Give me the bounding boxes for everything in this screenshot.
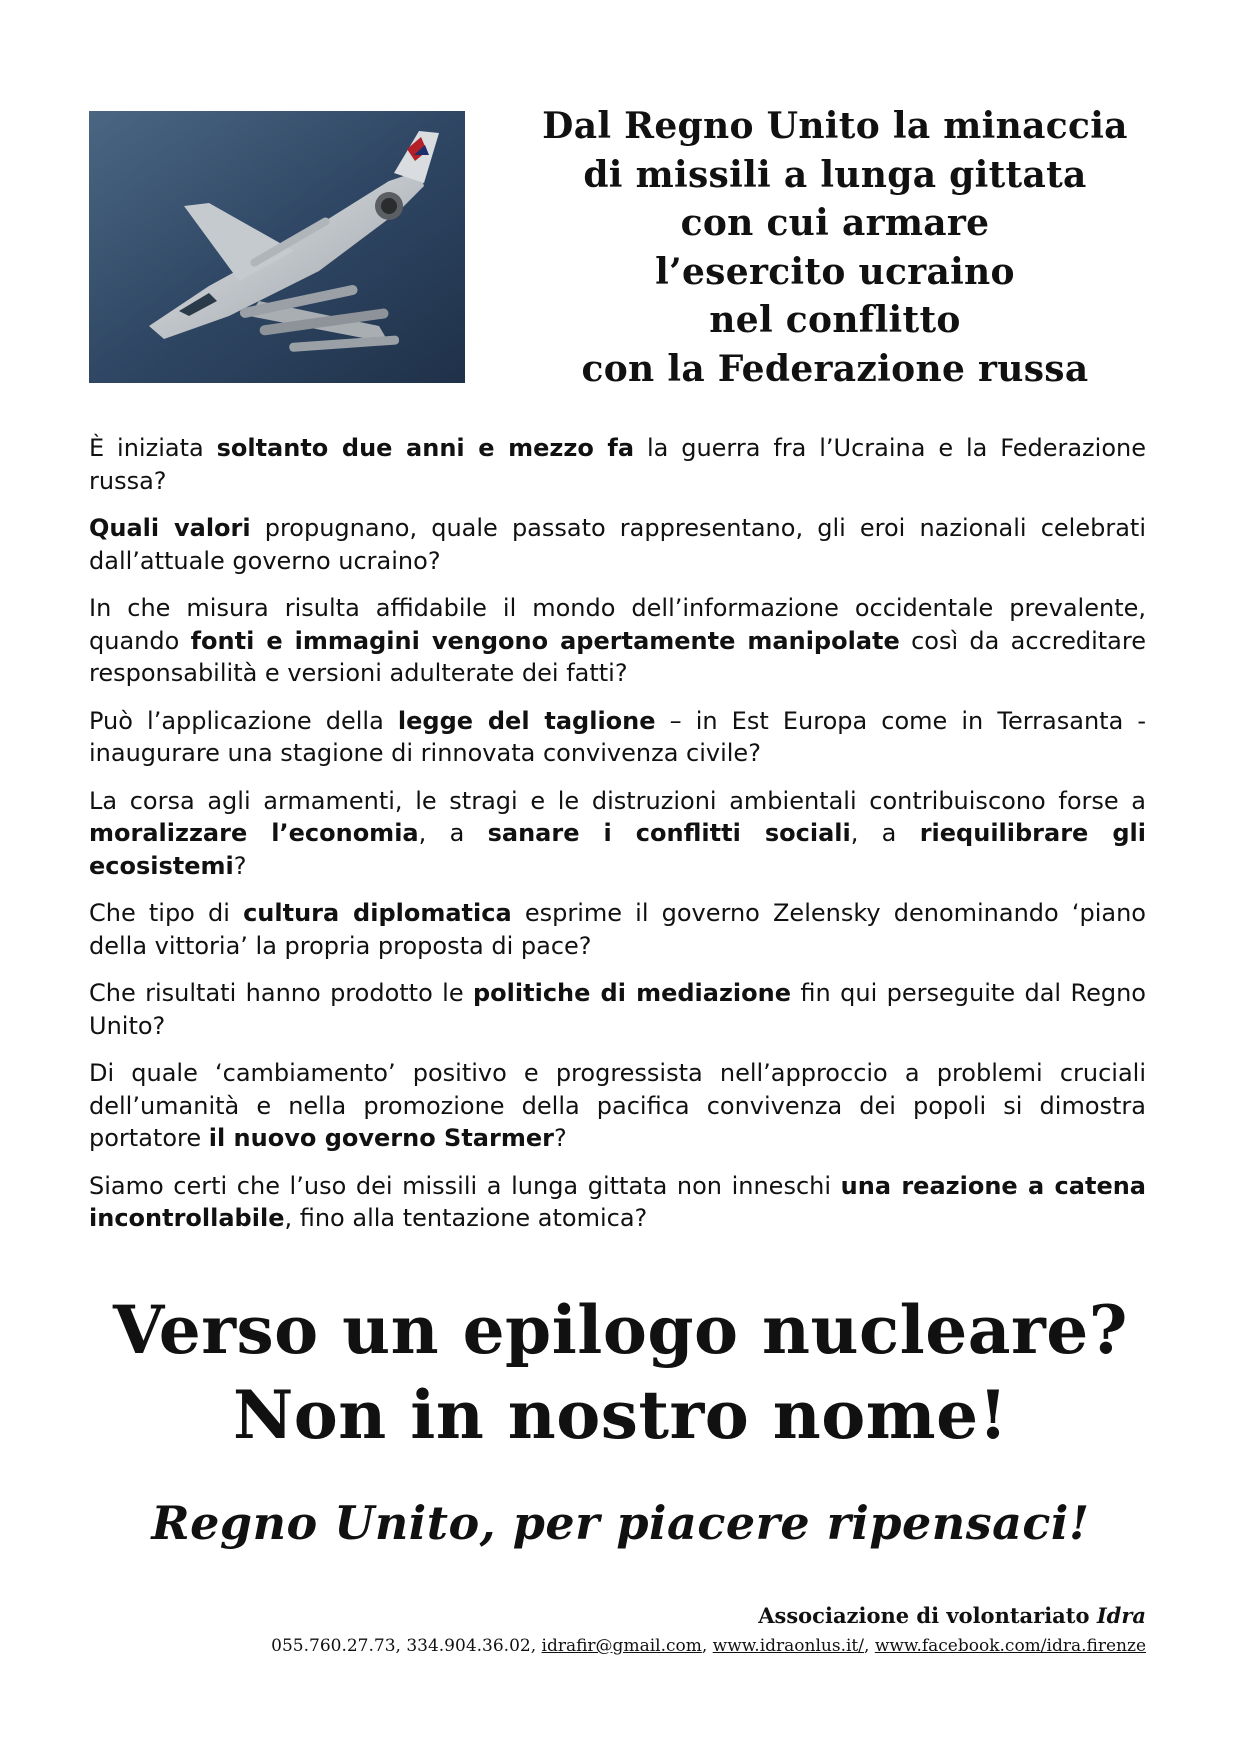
bold-text: legge del taglione xyxy=(397,706,656,735)
slogan-line-1: Verso un epilogo nucleare? xyxy=(113,1291,1128,1369)
bold-text: moralizzare l’economia xyxy=(89,819,419,847)
headline xyxy=(505,102,1165,393)
separator: , xyxy=(864,1636,875,1656)
paragraph xyxy=(89,432,1146,497)
website-link[interactable]: www.idraonlus.it/ xyxy=(712,1636,864,1656)
paragraph xyxy=(89,705,1146,770)
headline-line-5: nel conflitto xyxy=(709,299,961,341)
slogan-line-2: Non in nostro nome! xyxy=(232,1376,1009,1454)
paragraph xyxy=(89,512,1146,577)
email-link[interactable]: idrafir@gmail.com xyxy=(541,1636,702,1656)
bold-text: Quali valori xyxy=(89,514,251,542)
paragraph xyxy=(89,1170,1146,1235)
text: Che risultati hanno prodotto le xyxy=(89,979,473,1007)
bold-text: il nuovo governo Starmer xyxy=(208,1124,554,1152)
bold-text: cultura diplomatica xyxy=(243,899,512,927)
headline-line-4: l’esercito ucraino xyxy=(655,250,1015,293)
headline-line-2: di missili a lunga gittata xyxy=(583,153,1087,196)
text: La corsa agli armamenti, le stragi e le distruzioni ambientali contribuiscono forse a xyxy=(89,786,1146,815)
text: propugnano, quale passato rappresentano, gli eroi nazionali celebrati dall’attuale governo ucraino? xyxy=(89,514,1146,575)
paragraph xyxy=(89,1057,1146,1155)
text: esprime il governo Zelensky denominando ‘piano della vittoria’ la propria proposta di pace? xyxy=(89,899,1146,960)
bold-text: sanare i conflitti sociali xyxy=(487,819,851,847)
slogan-appeal: Regno Unito, per piacere ripensaci! xyxy=(151,1496,1090,1550)
bold-text: soltanto due anni e mezzo fa xyxy=(216,434,635,462)
bold-text: riequilibrare gli ecosistemi xyxy=(89,819,1147,880)
text: – in Est Europa come in Terrasanta - inaugurare una stagione di rinnovata convivenza civile? xyxy=(89,706,1147,767)
text: , fino alla tentazione atomica? xyxy=(284,1204,648,1232)
text: Siamo certi che l’uso dei missili a lunga gittata non inneschi xyxy=(89,1171,841,1200)
association-idra: Idra xyxy=(1096,1603,1146,1628)
phone-numbers: 055.760.27.73, 334.904.36.02, xyxy=(271,1636,542,1656)
body-text xyxy=(89,432,1146,1250)
text: , a xyxy=(850,819,920,847)
bold-text: fonti e immagini vengono apertamente manipolate xyxy=(190,626,900,655)
headline-line-6: con la Federazione russa xyxy=(581,347,1089,390)
association-name xyxy=(758,1602,1146,1630)
text: fin qui perseguite dal Regno Unito? xyxy=(89,979,1146,1040)
contacts-line xyxy=(271,1634,1146,1658)
fighter-jet-photo xyxy=(89,111,465,383)
bold-text: una reazione a catena incontrollabile xyxy=(89,1171,1147,1232)
text: È iniziata xyxy=(89,434,217,462)
bold-text: politiche di mediazione xyxy=(473,979,792,1007)
text: la guerra fra l’Ucraina e la Federazione russa? xyxy=(89,434,1146,495)
fighter-jet-illustration xyxy=(89,111,465,383)
text: In che misura risulta affidabile il mondo dell’informazione occidentale prevalente, quando xyxy=(89,594,1146,655)
text: Che tipo di xyxy=(89,899,244,927)
text: ? xyxy=(553,1124,567,1152)
paragraph xyxy=(89,592,1146,690)
separator: , xyxy=(701,1636,713,1656)
text: così da accreditare responsabilità e versioni adulterate dei fatti? xyxy=(89,626,1146,687)
paragraph xyxy=(89,977,1146,1042)
headline-line-3: con cui armare xyxy=(680,202,990,244)
text: , a xyxy=(418,819,488,847)
association-prefix: Associazione di volontariato xyxy=(758,1603,1097,1628)
paragraph xyxy=(89,897,1146,962)
headline-line-1: Dal Regno Unito la minaccia xyxy=(542,105,1128,147)
text: Di quale ‘cambiamento’ positivo e progressista nell’approccio a problemi cruciali dell’umanità e nella promozione della pacifica convivenza dei popoli si dimostra portatore xyxy=(89,1059,1146,1152)
paragraph xyxy=(89,785,1146,883)
facebook-link[interactable]: www.facebook.com/idra.firenze xyxy=(874,1636,1146,1656)
text: ? xyxy=(233,851,247,880)
text: Può l’applicazione della xyxy=(89,706,398,735)
